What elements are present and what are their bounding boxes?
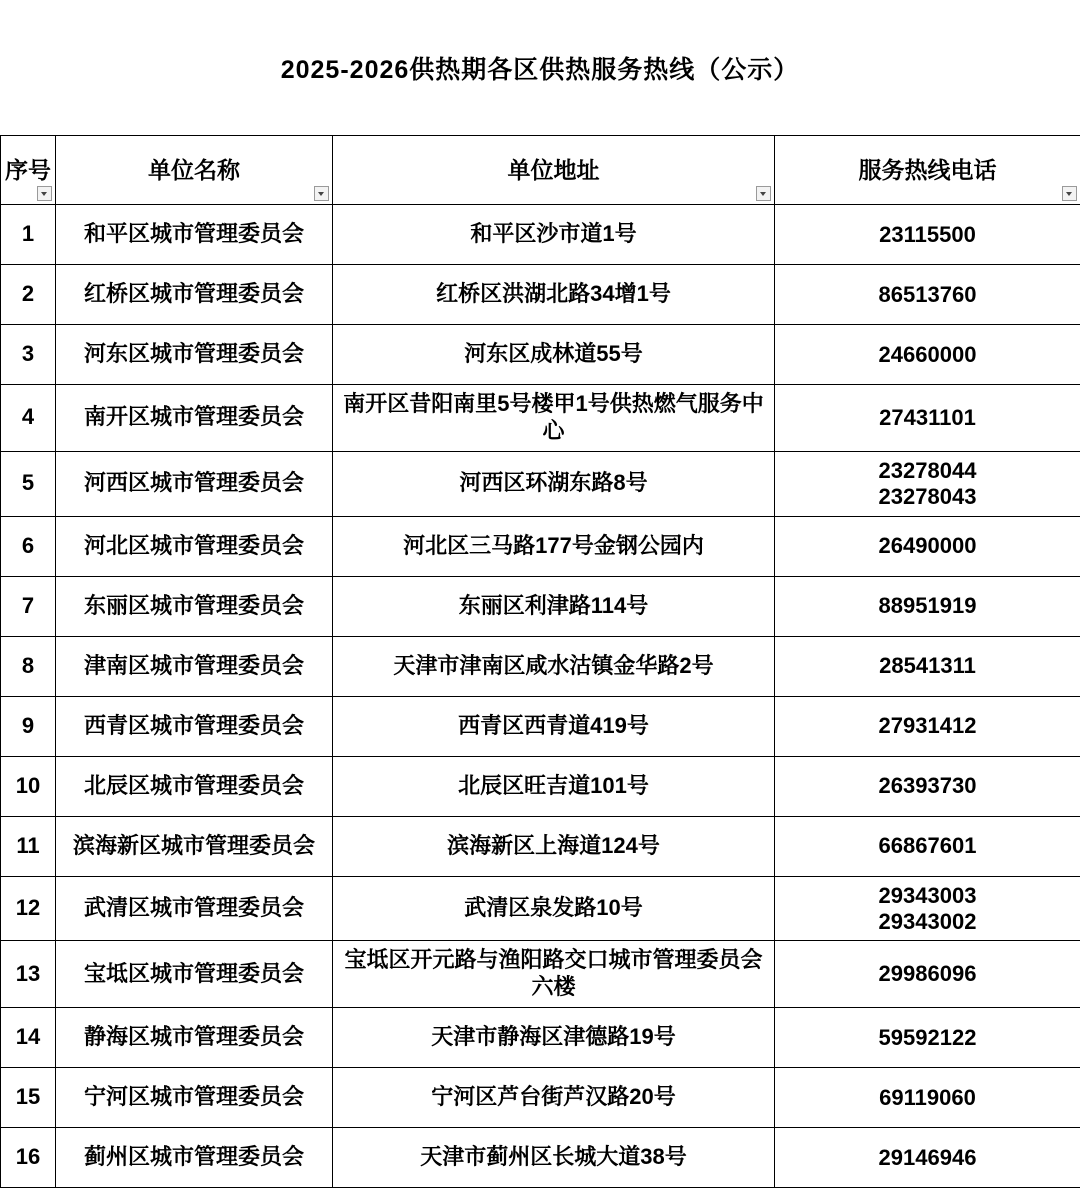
row-index-cell: 4 [1,385,56,452]
table-row [1,941,1080,1008]
hotline-number: 27931412 [779,713,1076,739]
column-header-hotline-label: 服务热线电话 [859,157,997,183]
table-row [1,1128,1080,1188]
row-hotline-cell [775,1128,1080,1188]
row-hotline-cell [775,265,1080,325]
table-row [1,576,1080,636]
row-index-cell: 12 [1,876,56,941]
row-unit-cell: 蓟州区城市管理委员会 [56,1128,333,1188]
column-header-index-label: 序号 [5,157,51,183]
table-body [1,205,1080,1188]
hotline-number: 29343002 [779,909,1076,935]
hotline-number: 29343003 [779,883,1076,909]
hotline-number: 23278044 [779,458,1076,484]
row-unit-cell: 东丽区城市管理委员会 [56,576,333,636]
hotline-number: 23115500 [779,222,1076,248]
row-index-cell: 6 [1,516,56,576]
row-hotline-cell [775,576,1080,636]
row-address-cell: 宝坻区开元路与渔阳路交口城市管理委员会六楼 [333,941,775,1008]
row-address-cell: 河东区成林道55号 [333,325,775,385]
hotline-number: 59592122 [779,1025,1076,1051]
row-unit-cell: 宁河区城市管理委员会 [56,1068,333,1128]
hotline-number: 23278043 [779,484,1076,510]
row-address-cell: 滨海新区上海道124号 [333,816,775,876]
row-unit-cell: 滨海新区城市管理委员会 [56,816,333,876]
hotline-number: 66867601 [779,833,1076,859]
row-address-cell: 红桥区洪湖北路34增1号 [333,265,775,325]
column-header-index [1,136,56,205]
row-hotline-cell [775,941,1080,1008]
row-unit-cell: 西青区城市管理委员会 [56,696,333,756]
hotline-number: 86513760 [779,282,1076,308]
table-row [1,1068,1080,1128]
table-row [1,816,1080,876]
row-index-cell: 10 [1,756,56,816]
row-address-cell: 西青区西青道419号 [333,696,775,756]
hotline-number: 26490000 [779,533,1076,559]
row-unit-cell: 北辰区城市管理委员会 [56,756,333,816]
table-row [1,265,1080,325]
row-index-cell: 9 [1,696,56,756]
hotline-number: 29146946 [779,1145,1076,1171]
table-row [1,1008,1080,1068]
row-address-cell: 南开区昔阳南里5号楼甲1号供热燃气服务中心 [333,385,775,452]
hotline-number: 69119060 [779,1085,1076,1111]
table-row [1,516,1080,576]
table-row [1,451,1080,516]
row-index-cell: 15 [1,1068,56,1128]
hotline-number: 24660000 [779,342,1076,368]
table-row [1,876,1080,941]
page-title: 2025-2026供热期各区供热服务热线（公示） [0,0,1080,85]
row-address-cell: 河北区三马路177号金钢公园内 [333,516,775,576]
row-index-cell: 14 [1,1008,56,1068]
row-address-cell: 天津市蓟州区长城大道38号 [333,1128,775,1188]
filter-dropdown-icon[interactable] [37,186,52,201]
table-row [1,636,1080,696]
row-hotline-cell [775,325,1080,385]
row-unit-cell: 南开区城市管理委员会 [56,385,333,452]
row-address-cell: 河西区环湖东路8号 [333,451,775,516]
row-hotline-cell [775,636,1080,696]
hotline-number: 26393730 [779,773,1076,799]
hotline-number: 88951919 [779,593,1076,619]
row-hotline-cell [775,451,1080,516]
hotline-number: 28541311 [779,653,1076,679]
row-address-cell: 天津市静海区津德路19号 [333,1008,775,1068]
column-header-unit [56,136,333,205]
row-hotline-cell [775,205,1080,265]
row-index-cell: 2 [1,265,56,325]
row-unit-cell: 津南区城市管理委员会 [56,636,333,696]
row-hotline-cell [775,385,1080,452]
row-address-cell: 宁河区芦台街芦汉路20号 [333,1068,775,1128]
row-index-cell: 11 [1,816,56,876]
row-hotline-cell [775,1068,1080,1128]
table-row [1,696,1080,756]
row-hotline-cell [775,516,1080,576]
table-row [1,385,1080,452]
hotline-number: 27431101 [779,405,1076,431]
row-hotline-cell [775,816,1080,876]
row-hotline-cell [775,696,1080,756]
row-unit-cell: 河西区城市管理委员会 [56,451,333,516]
row-unit-cell: 和平区城市管理委员会 [56,205,333,265]
row-address-cell: 北辰区旺吉道101号 [333,756,775,816]
filter-dropdown-icon[interactable] [1062,186,1077,201]
filter-dropdown-icon[interactable] [314,186,329,201]
row-index-cell: 5 [1,451,56,516]
row-hotline-cell [775,756,1080,816]
row-address-cell: 和平区沙市道1号 [333,205,775,265]
row-unit-cell: 红桥区城市管理委员会 [56,265,333,325]
column-header-address-label: 单位地址 [508,157,600,183]
row-index-cell: 1 [1,205,56,265]
row-hotline-cell [775,1008,1080,1068]
row-unit-cell: 河东区城市管理委员会 [56,325,333,385]
row-unit-cell: 宝坻区城市管理委员会 [56,941,333,1008]
hotline-table [0,135,1080,1188]
row-address-cell: 天津市津南区咸水沽镇金华路2号 [333,636,775,696]
table-row [1,756,1080,816]
row-index-cell: 16 [1,1128,56,1188]
row-address-cell: 武清区泉发路10号 [333,876,775,941]
row-index-cell: 13 [1,941,56,1008]
row-index-cell: 8 [1,636,56,696]
table-header-row [1,136,1080,205]
row-hotline-cell [775,876,1080,941]
table-row [1,205,1080,265]
row-unit-cell: 武清区城市管理委员会 [56,876,333,941]
row-unit-cell: 河北区城市管理委员会 [56,516,333,576]
row-address-cell: 东丽区利津路114号 [333,576,775,636]
row-unit-cell: 静海区城市管理委员会 [56,1008,333,1068]
column-header-unit-label: 单位名称 [148,157,240,183]
column-header-address [333,136,775,205]
column-header-hotline [775,136,1080,205]
row-index-cell: 7 [1,576,56,636]
hotline-number: 29986096 [779,961,1076,987]
table-row [1,325,1080,385]
filter-dropdown-icon[interactable] [756,186,771,201]
row-index-cell: 3 [1,325,56,385]
